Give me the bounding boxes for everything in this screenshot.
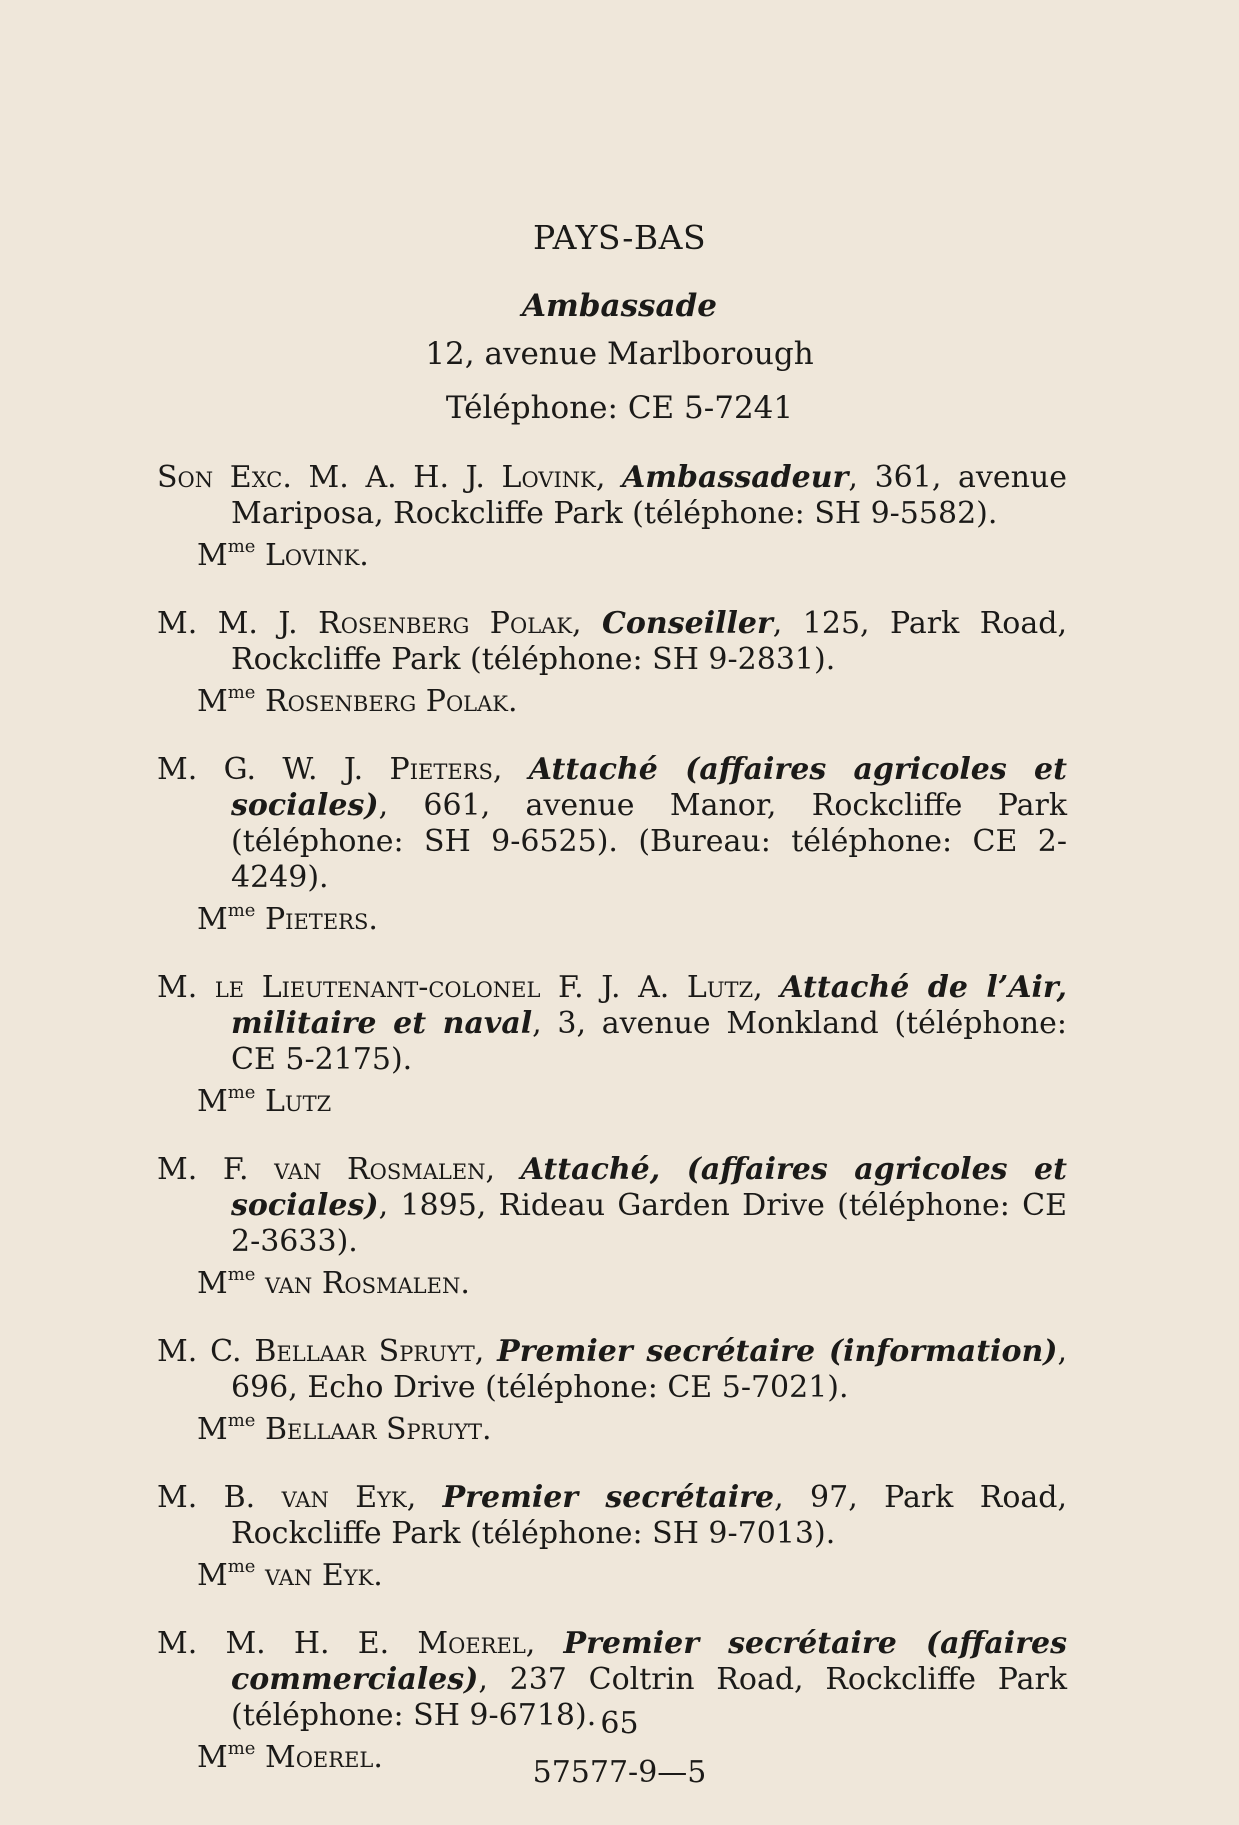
spouse-prefix: M (197, 1266, 228, 1301)
entry-details: , 361, avenue Mariposa, Rockcliffe Park (téléphone: SH 9-5582). (231, 460, 1067, 531)
entry-spouse (157, 1412, 1067, 1448)
spouse-name: Lutz (265, 1084, 332, 1119)
spouse-prefix: M (197, 1412, 228, 1447)
entry-spouse (157, 1084, 1067, 1120)
entry-details: , 661, avenue Manor, Rockcliffe Park (téléphone: SH 9-6525). (Bureau: téléphone: CE 2-4249). (231, 788, 1067, 895)
staff-entry (157, 1334, 1067, 1448)
entry-details: , 3, avenue Monkland (téléphone: CE 5-2175). (231, 1006, 1067, 1077)
entry-details: , 97, Park Road, Rockcliffe Park (téléphone: SH 9-7013). (231, 1480, 1068, 1551)
section-heading: Ambassade (521, 288, 717, 324)
entry-spouse (157, 1558, 1067, 1594)
staff-entry (157, 1626, 1067, 1776)
entry-surname: Pieters (389, 752, 493, 787)
entry-spouse (157, 684, 1067, 720)
spouse-name: Moerel. (265, 1740, 383, 1775)
spouse-prefix: M (197, 538, 228, 573)
entry-prefix: M. M. J. (157, 606, 319, 641)
staff-entry (157, 970, 1067, 1120)
entry-sep: , (474, 1334, 498, 1369)
entry-main (157, 1334, 1067, 1406)
entry-sep: , (406, 1480, 443, 1515)
spouse-prefix: M (197, 684, 228, 719)
entry-title: Premier secrétaire (affaires commerciales) (231, 1626, 1067, 1697)
spouse-prefix: M (197, 1558, 228, 1593)
spouse-sup: me (227, 1264, 256, 1285)
entry-prefix: Son Exc. M. A. H. J. (157, 460, 502, 495)
spouse-name: van Eyk. (265, 1558, 383, 1593)
entry-prefix: M. C. (157, 1334, 255, 1369)
entry-surname: Lovink (501, 460, 596, 495)
entry-sep: , (595, 460, 623, 495)
staff-entry (157, 606, 1067, 720)
entry-main (157, 752, 1067, 896)
entry-details: , 125, Park Road, Rockcliffe Park (téléphone: SH 9-2831). (231, 606, 1067, 677)
spouse-name: Bellaar Spruyt. (265, 1412, 492, 1447)
entry-spouse (157, 902, 1067, 938)
entry-sep: , (753, 970, 781, 1005)
entry-title: Attaché de l’Air, militaire et naval (231, 970, 1067, 1041)
staff-entry (157, 1480, 1067, 1594)
entry-spouse (157, 538, 1067, 574)
page-number: 65 (600, 1706, 639, 1741)
entry-spouse (157, 1266, 1067, 1302)
entry-title: Ambassadeur (622, 460, 849, 495)
entry-title: Conseiller (602, 606, 773, 641)
entry-title: Attaché (affaires agricoles et sociales) (231, 752, 1067, 823)
spouse-sup: me (227, 900, 256, 921)
spouse-name: Rosenberg Polak. (265, 684, 518, 719)
entry-sep: , (572, 606, 603, 641)
spouse-sup: me (227, 1556, 256, 1577)
staff-list (157, 460, 1067, 1808)
spouse-sup: me (227, 1082, 256, 1103)
entry-prefix: M. G. W. J. (157, 752, 390, 787)
entry-surname: Bellaar Spruyt (254, 1334, 475, 1369)
entry-main (157, 606, 1067, 678)
entry-surname: Moerel (417, 1626, 526, 1661)
spouse-sup: me (227, 536, 256, 557)
entry-title: Attaché, (affaires agricoles et sociales) (231, 1152, 1068, 1223)
entry-main (157, 460, 1067, 532)
entry-prefix: M. le Lieutenant-colonel F. J. A. (157, 970, 687, 1005)
entry-details: , 1895, Rideau Garden Drive (téléphone: CE 2-3633). (231, 1188, 1067, 1259)
entry-title: Premier secrétaire (442, 1480, 775, 1515)
entry-main (157, 970, 1067, 1078)
spouse-prefix: M (197, 902, 228, 937)
spouse-name: Pieters. (265, 902, 378, 937)
entry-surname: Eyk (355, 1480, 407, 1515)
embassy-address: 12, avenue Marlborough (425, 336, 814, 372)
printer-signature: 57577-9—5 (532, 1755, 707, 1790)
entry-sep: , (525, 1626, 564, 1661)
entry-prefix: M. F. van (157, 1152, 348, 1187)
entry-main (157, 1480, 1067, 1552)
staff-entry (157, 752, 1067, 938)
spouse-prefix: M (197, 1740, 228, 1775)
entry-prefix: M. M. H. E. (157, 1626, 418, 1661)
spouse-sup: me (227, 682, 256, 703)
entry-surname: Rosmalen (347, 1152, 486, 1187)
entry-surname: Lutz (686, 970, 754, 1005)
entry-sep: , (492, 752, 529, 787)
spouse-prefix: M (197, 1084, 228, 1119)
entry-details: , 696, Echo Drive (téléphone: CE 5-7021). (231, 1334, 1068, 1405)
entry-sep: , (485, 1152, 521, 1187)
entry-details: , 237 Coltrin Road, Rockcliffe Park (téléphone: SH 9-6718). (231, 1662, 1067, 1733)
entry-title: Premier secrétaire (information) (497, 1334, 1058, 1369)
spouse-name: van Rosmalen. (265, 1266, 470, 1301)
country-heading: PAYS-BAS (532, 218, 707, 257)
entry-surname: Rosenberg Polak (318, 606, 573, 641)
spouse-name: Lovink. (265, 538, 369, 573)
entry-main (157, 1152, 1067, 1260)
staff-entry (157, 1152, 1067, 1302)
embassy-phone: Téléphone: CE 5-7241 (445, 390, 794, 426)
spouse-sup: me (227, 1410, 256, 1431)
entry-prefix: M. B. van (157, 1480, 356, 1515)
spouse-sup: me (227, 1738, 256, 1759)
staff-entry (157, 460, 1067, 574)
